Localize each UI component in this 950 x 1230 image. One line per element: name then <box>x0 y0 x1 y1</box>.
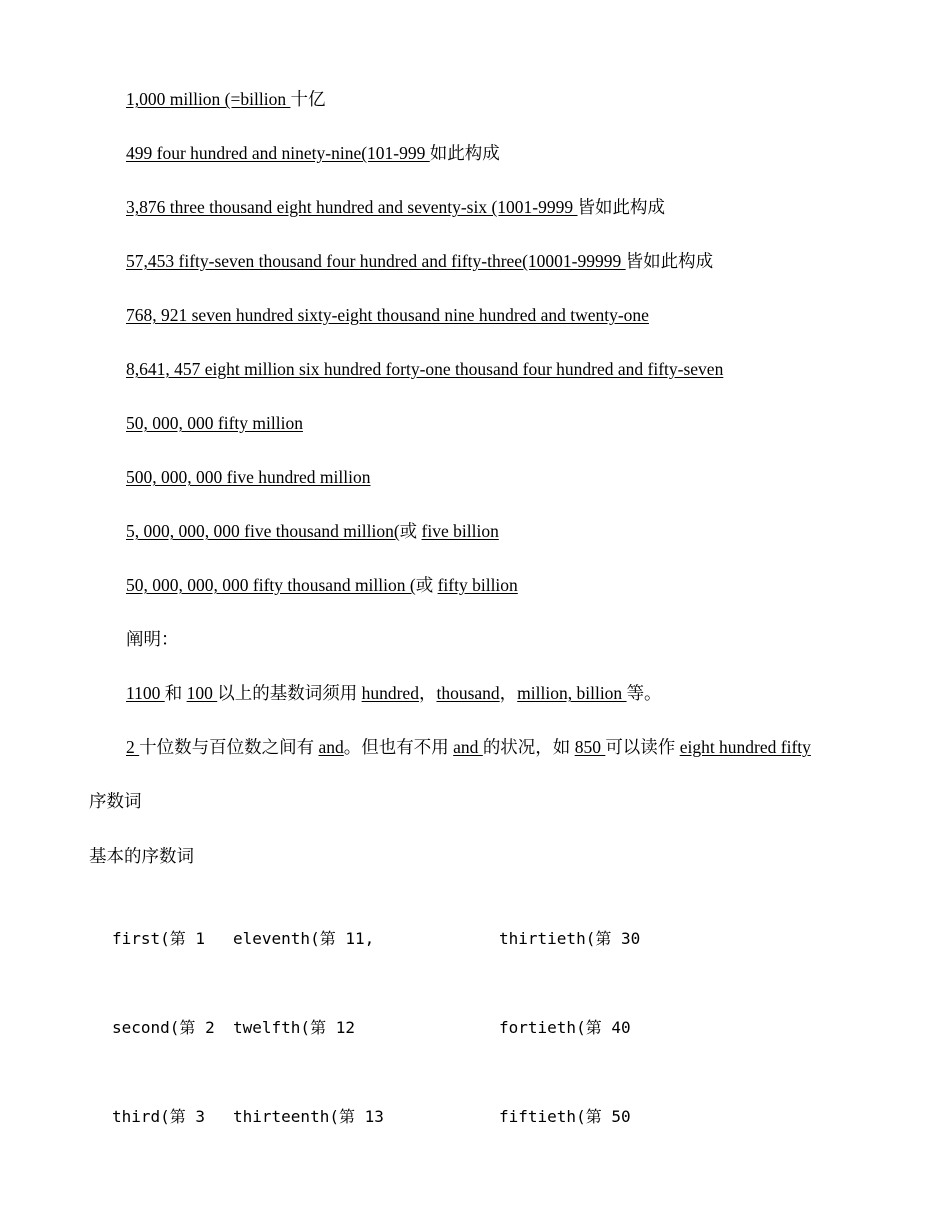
note-term: hundred <box>361 683 419 703</box>
note-term: and <box>318 737 344 757</box>
note-text: 等。 <box>626 683 662 703</box>
cardinal-line-50billion <box>126 574 518 596</box>
cardinal-line-57453 <box>126 250 713 272</box>
cardinal-text: 499 four hundred and ninety-nine(101-999 <box>126 143 430 163</box>
note-text: ， <box>499 683 518 703</box>
note-term: 100 <box>186 683 218 703</box>
note-text: 十位数与百位数之间有 <box>139 737 319 757</box>
note-term: 1100 <box>126 683 165 703</box>
cardinal-line-billion <box>126 88 325 110</box>
cardinal-note: 皆如此构成 <box>625 251 714 271</box>
cardinal-line-768921 <box>126 304 649 326</box>
note-1 <box>126 682 662 704</box>
ordinal-cell: twelfth(第 12 <box>233 1018 355 1037</box>
note-term: and <box>453 737 483 757</box>
ordinal-cell: fortieth(第 40 <box>499 1018 631 1037</box>
cardinal-or: 或 <box>399 521 422 541</box>
cardinal-text: 500, 000, 000 five hundred million <box>126 467 371 487</box>
cardinal-alt: five billion <box>421 521 499 541</box>
note-text: 以上的基数词须用 <box>217 683 362 703</box>
cardinal-text: 50, 000, 000, 000 fifty thousand million ( <box>126 575 416 595</box>
ordinal-heading: 序数词 <box>89 791 142 811</box>
cardinal-line-499 <box>126 142 500 164</box>
ordinal-cell: thirteenth(第 13 <box>233 1107 384 1126</box>
note-term: 850 <box>574 737 606 757</box>
cardinal-line-3876 <box>126 196 665 218</box>
cardinal-note: 十亿 <box>290 89 326 109</box>
cardinal-or: 或 <box>415 575 438 595</box>
note-term: 2 <box>126 737 140 757</box>
cardinal-note: 如此构成 <box>429 143 500 163</box>
note-term: thousand <box>436 683 500 703</box>
cardinal-text: 57,453 fifty-seven thousand four hundred and fifty-three(10001-99999 <box>126 251 626 271</box>
cardinal-line-50million <box>126 412 303 434</box>
note-text: 。但也有不用 <box>343 737 454 757</box>
note-term: million, billion <box>517 683 627 703</box>
cardinal-text: 768, 921 seven hundred sixty-eight thousand nine hundred and twenty-one <box>126 305 649 325</box>
cardinal-text: 1,000 million (=billion <box>126 89 291 109</box>
note-text: ， <box>418 683 437 703</box>
cardinal-note: 皆如此构成 <box>577 197 666 217</box>
cardinal-line-5billion <box>126 520 499 542</box>
cardinal-text: 3,876 three thousand eight hundred and seventy-six (1001-9999 <box>126 197 578 217</box>
note-text: 的状况，如 <box>482 737 575 757</box>
ordinal-cell: second(第 2 <box>112 1018 215 1037</box>
ordinal-cell: first(第 1 <box>112 929 206 948</box>
basic-ordinal-heading: 基本的序数词 <box>89 846 194 866</box>
note-2 <box>126 736 811 758</box>
note-text: 可以读作 <box>605 737 680 757</box>
ordinal-cell: third(第 3 <box>112 1107 206 1126</box>
cardinal-text: 8,641, 457 eight million six hundred forty-one thousand four hundred and fifty-seven <box>126 359 724 379</box>
cardinal-line-500million <box>126 466 371 488</box>
note-term: eight hundred fifty <box>679 737 811 757</box>
ordinal-cell: thirtieth(第 30 <box>499 929 641 948</box>
note-text: 和 <box>164 683 187 703</box>
cardinal-text: 5, 000, 000, 000 five thousand million( <box>126 521 400 541</box>
cardinal-text: 50, 000, 000 fifty million <box>126 413 303 433</box>
explanation-label: 阐明： <box>126 629 179 649</box>
cardinal-alt: fifty billion <box>437 575 518 595</box>
cardinal-line-8641457 <box>126 358 723 380</box>
ordinal-cell: fiftieth(第 50 <box>499 1107 631 1126</box>
ordinal-cell: eleventh(第 11, <box>233 929 375 948</box>
